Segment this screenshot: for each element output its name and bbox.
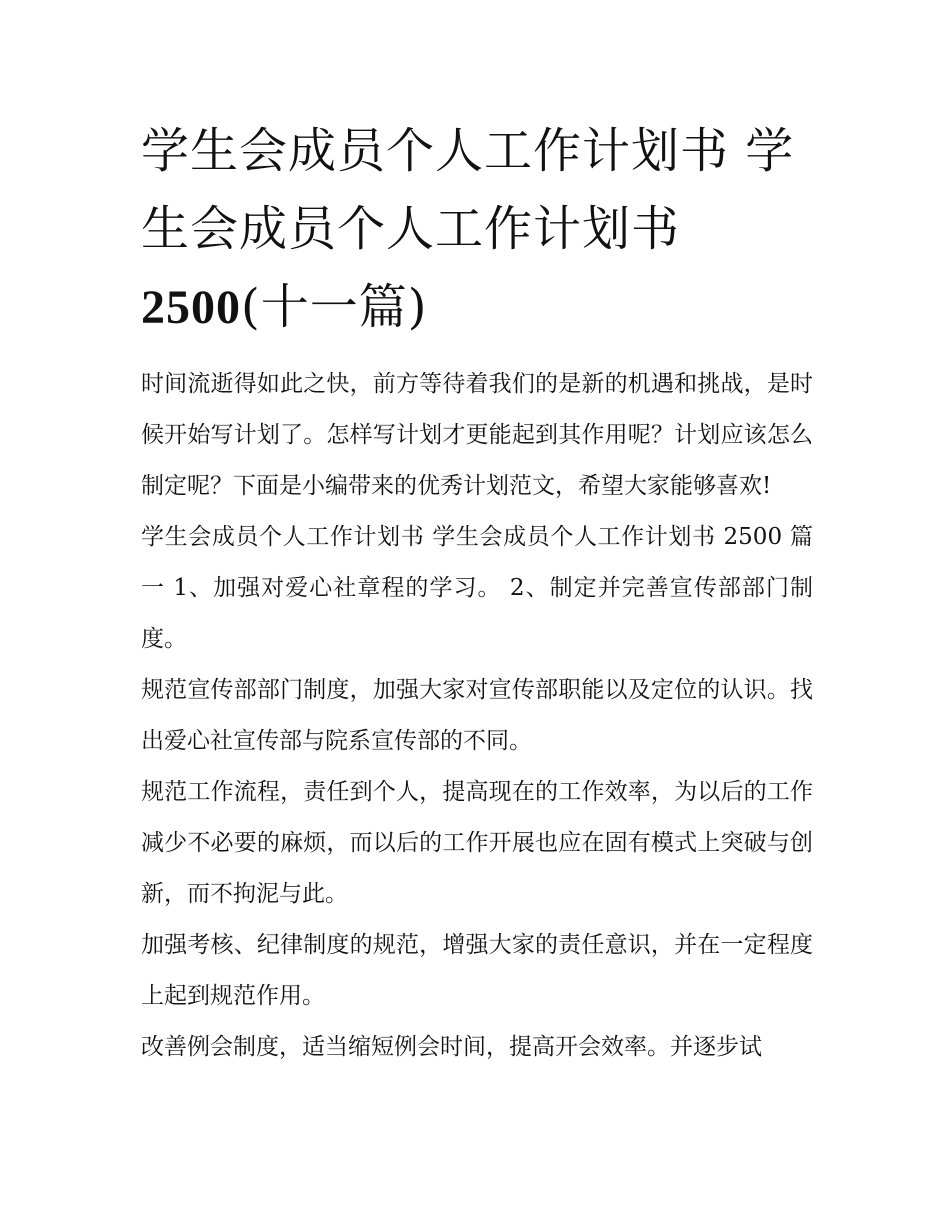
- paragraph-3: 规范工作流程，责任到个人，提高现在的工作效率，为以后的工作减少不必要的麻烦，而以后的工作开展也应在固有模式上突破与创新，而不拘泥与此。: [141, 779, 813, 907]
- paragraph-2: 规范宣传部部门制度，加强大家对宣传部职能以及定位的认识。找出爱心社宣传部与院系宣传部的不同。: [141, 677, 813, 754]
- paragraph-intro: 时间流逝得如此之快，前方等待着我们的是新的机遇和挑战，是时候开始写计划了。怎样写计划才更能起到其作用呢？计划应该怎么制定呢？下面是小编带来的优秀计划范文，希望大家能够喜欢!: [141, 371, 813, 499]
- title-suffix: (十一篇): [241, 279, 428, 335]
- paragraph-4: 加强考核、纪律制度的规范，增强大家的责任意识，并在一定程度上起到规范作用。: [141, 932, 813, 1009]
- title-number: 2500: [141, 281, 241, 334]
- title-text: 学生会成员个人工作计划书 学生会成员个人工作计划书: [141, 123, 795, 257]
- paragraph-1: 学生会成员个人工作计划书 学生会成员个人工作计划书 2500 篇一 1、加强对爱心社章程的学习。 2、制定并完善宣传部部门制度。: [141, 524, 813, 652]
- document-title: [141, 112, 813, 347]
- document-body: [141, 112, 813, 1073]
- paragraph-5: 改善例会制度，适当缩短例会时间，提高开会效率。并逐步试: [141, 1034, 762, 1060]
